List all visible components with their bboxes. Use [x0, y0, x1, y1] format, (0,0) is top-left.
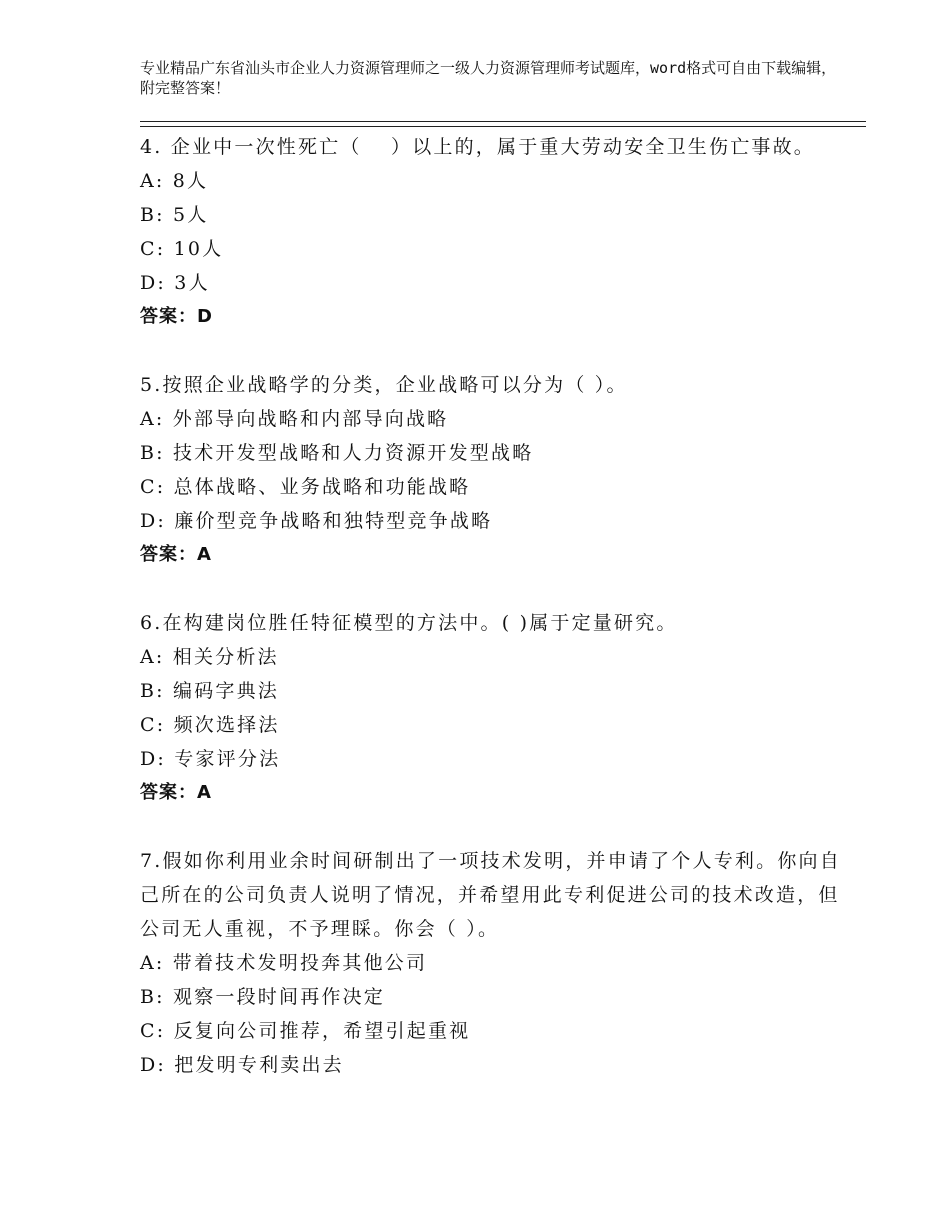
option-c: C: 10人	[140, 238, 224, 260]
header-rule-bottom	[140, 126, 866, 127]
question-spacer	[140, 334, 860, 368]
option-b: B: 技术开发型战略和人力资源开发型战略	[140, 442, 534, 464]
question-7	[140, 844, 860, 1082]
option-d: D: 3人	[140, 272, 210, 294]
question-5	[140, 368, 860, 572]
question-stem: 5.按照企业战略学的分类，企业战略可以分为（ ）。	[140, 374, 628, 396]
option-d: D: 专家评分法	[140, 748, 281, 770]
document-header: 专业精品广东省汕头市企业人力资源管理师之一级人力资源管理师考试题库，word格式可自由下载编辑，附完整答案！	[140, 59, 837, 97]
question-stem: 6.在构建岗位胜任特征模型的方法中。( )属于定量研究。	[140, 612, 678, 634]
answer-line: 答案：A	[140, 782, 212, 803]
option-a: A: 相关分析法	[140, 646, 279, 668]
option-b: B: 5人	[140, 204, 209, 226]
option-c: C: 频次选择法	[140, 714, 280, 736]
question-spacer	[140, 572, 860, 606]
option-d: D: 把发明专利卖出去	[140, 1054, 344, 1076]
question-stem: 7.假如你利用业余时间研制出了一项技术发明，并申请了个人专利。你向自己所在的公司负责人说明了情况，并希望用此专利促进公司的技术改造，但公司无人重视，不予理睬。你会（ ）。	[140, 850, 841, 940]
answer-line: 答案：D	[140, 306, 213, 327]
question-list	[140, 130, 860, 1082]
question-spacer	[140, 810, 860, 844]
option-b: B: 编码字典法	[140, 680, 280, 702]
header-rule-top	[140, 121, 866, 122]
option-a: A: 外部导向战略和内部导向战略	[140, 408, 449, 430]
option-c: C: 反复向公司推荐，希望引起重视	[140, 1020, 471, 1042]
option-c: C: 总体战略、业务战略和功能战略	[140, 476, 471, 498]
question-4	[140, 130, 860, 334]
option-a: A: 带着技术发明投奔其他公司	[140, 952, 428, 974]
question-stem: 4. 企业中一次性死亡（ ）以上的，属于重大劳动安全卫生伤亡事故。	[140, 136, 816, 158]
answer-line: 答案：A	[140, 544, 212, 565]
option-b: B: 观察一段时间再作决定	[140, 986, 386, 1008]
option-a: A: 8人	[140, 170, 209, 192]
option-d: D: 廉价型竞争战略和独特型竞争战略	[140, 510, 493, 532]
question-6	[140, 606, 860, 810]
